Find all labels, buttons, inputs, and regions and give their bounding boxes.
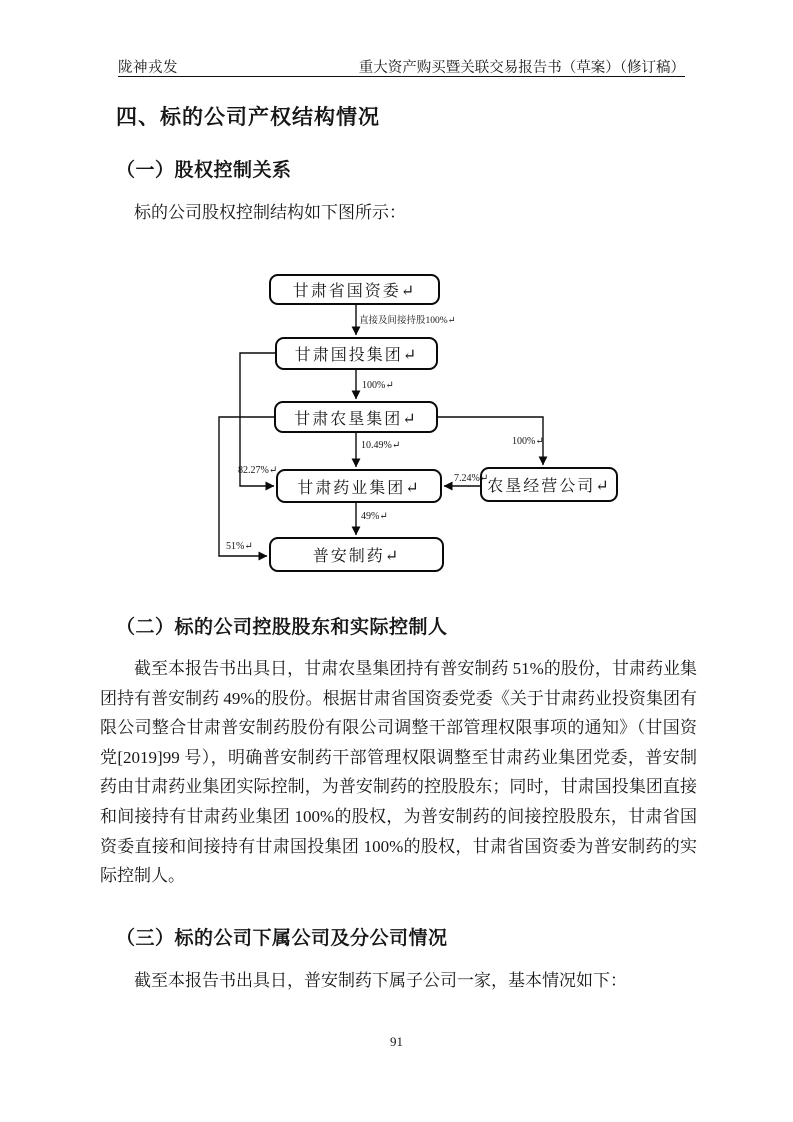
section-3-body: 截至本报告书出具日，普安制药下属子公司一家，基本情况如下： bbox=[134, 971, 627, 990]
section-3-heading: （三）标的公司下属公司及分公司情况 bbox=[116, 928, 448, 949]
page-title: 四、标的公司产权结构情况 bbox=[116, 106, 380, 129]
edge-label-49pct: 49%↵ bbox=[361, 511, 388, 522]
edge-label-51pct: 51%↵ bbox=[226, 541, 253, 552]
equity-structure-diagram bbox=[0, 264, 793, 586]
diagram-node-gansu-guotou-group: 甘肃国投集团↵ bbox=[275, 337, 438, 370]
section-2-heading: （二）标的公司控股股东和实际控制人 bbox=[116, 617, 448, 638]
diagram-node-nongken-jingying-company: 农垦经营公司↵ bbox=[480, 467, 618, 502]
header-rule bbox=[118, 76, 685, 77]
edge-label-7-24pct: 7.24%↵ bbox=[454, 473, 489, 484]
page-number: 91 bbox=[390, 1034, 403, 1049]
edge-label-10-49pct: 10.49%↵ bbox=[361, 440, 401, 451]
section-1-heading: （一）股权控制关系 bbox=[116, 160, 292, 181]
edge-label-100pct-nongken-jingying: 100%↵ bbox=[512, 436, 544, 447]
diagram-node-gansu-nongken-group: 甘肃农垦集团↵ bbox=[274, 401, 438, 433]
edge-label-82-27pct: 82.27%↵ bbox=[238, 465, 278, 476]
section-2-body: 截至本报告书出具日，甘肃农垦集团持有普安制药 51%的股份，甘肃药业集团持有普安制药 49%的股份。根据甘肃省国资委党委《关于甘肃药业投资集团有限公司整合甘肃普安制药股份有限公司调整干部管理权限事项的通知》（甘国资党[2019]99 号），明确普安制药干部管理权限调整至甘肃药业集团党委，普安制药由甘肃药业集团实际控制，为普安制药的控股股东；同时，甘肃国投集团直接和间接持有甘肃药业集团 100%的股权，为普安制药的间接控股股东，甘肃省国资委直接和间接持有甘肃国投集团 100%的股权，甘肃省国资委为普安制药的实际控制人。 bbox=[100, 659, 697, 886]
edge-label-direct-indirect-100pct: 直接及间接持股100%↵ bbox=[359, 316, 456, 326]
section-1-intro: 标的公司股权控制结构如下图所示： bbox=[134, 203, 406, 222]
diagram-node-puan-pharma: 普安制药↵ bbox=[269, 537, 444, 572]
diagram-node-gansu-yaoye-group: 甘肃药业集团↵ bbox=[276, 469, 442, 503]
edge-label-100pct-guotou-nongken: 100%↵ bbox=[362, 380, 394, 391]
header-report-title: 重大资产购买暨关联交易报告书（草案）（修订稿） bbox=[358, 60, 685, 76]
diagram-node-gansu-sasac: 甘肃省国资委↵ bbox=[269, 274, 440, 305]
header-company-name: 陇神戎发 bbox=[118, 60, 178, 76]
